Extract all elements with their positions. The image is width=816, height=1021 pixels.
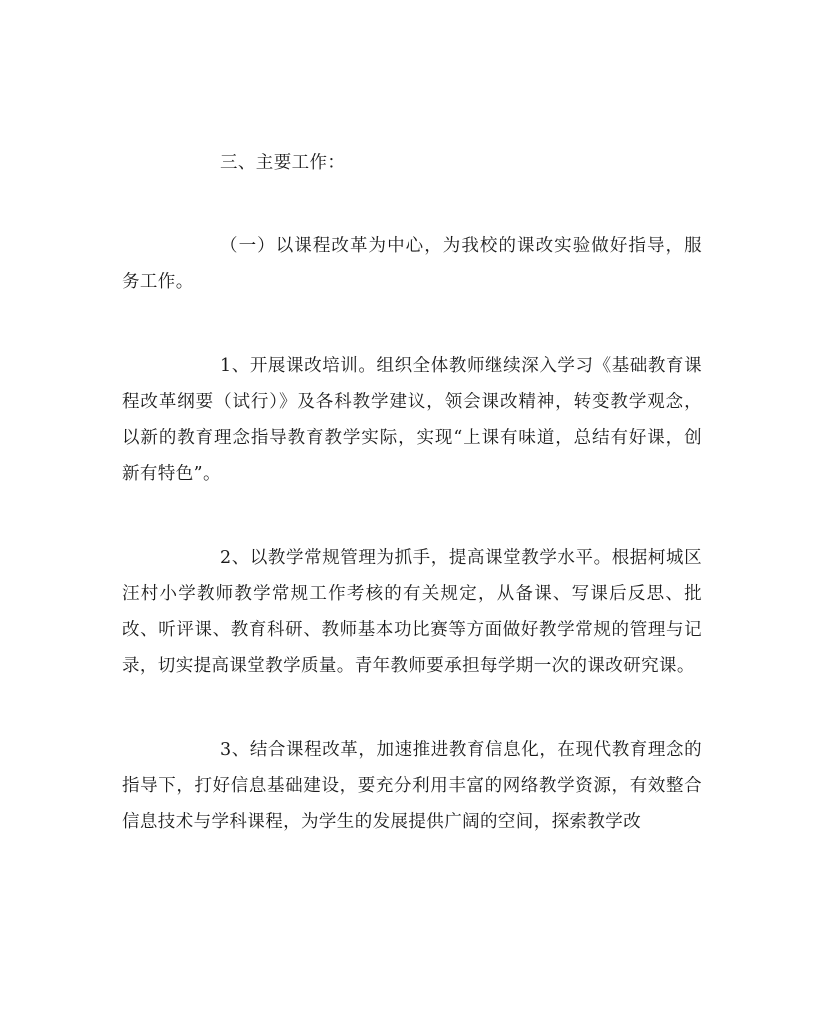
paragraph-1: （一）以课程改革为中心，为我校的课改实验做好指导，服务工作。 [122, 236, 702, 292]
paragraph-3: 2、以教学常规管理为抓手，提高课堂教学水平。根据柯城区汪村小学教师教学常规工作考核的有关规定，从备课、写课后反思、批改、听评课、教育科研、教师基本功比赛等方面做好教学常规的管理与记录，切实提高课堂教学质量。青年教师要承担每学期一次的课改研究课。 [122, 548, 702, 676]
section-heading: 三、主要工作： [220, 153, 346, 173]
paragraph-2: 1、开展课改培训。组织全体教师继续深入学习《基础教育课程改革纲要（试行）》及各科教学建议，领会课改精神，转变教学观念，以新的教育理念指导教育教学实际，实现“上课有味道，总结有好课，创新有特色”。 [122, 356, 702, 484]
document-body [122, 145, 702, 888]
paragraph-4: 3、结合课程改革，加速推进教育信息化，在现代教育理念的指导下，打好信息基础建设，要充分利用丰富的网络教学资源，有效整合信息技术与学科课程，为学生的发展提供广阔的空间，探索教学改 [122, 740, 702, 832]
